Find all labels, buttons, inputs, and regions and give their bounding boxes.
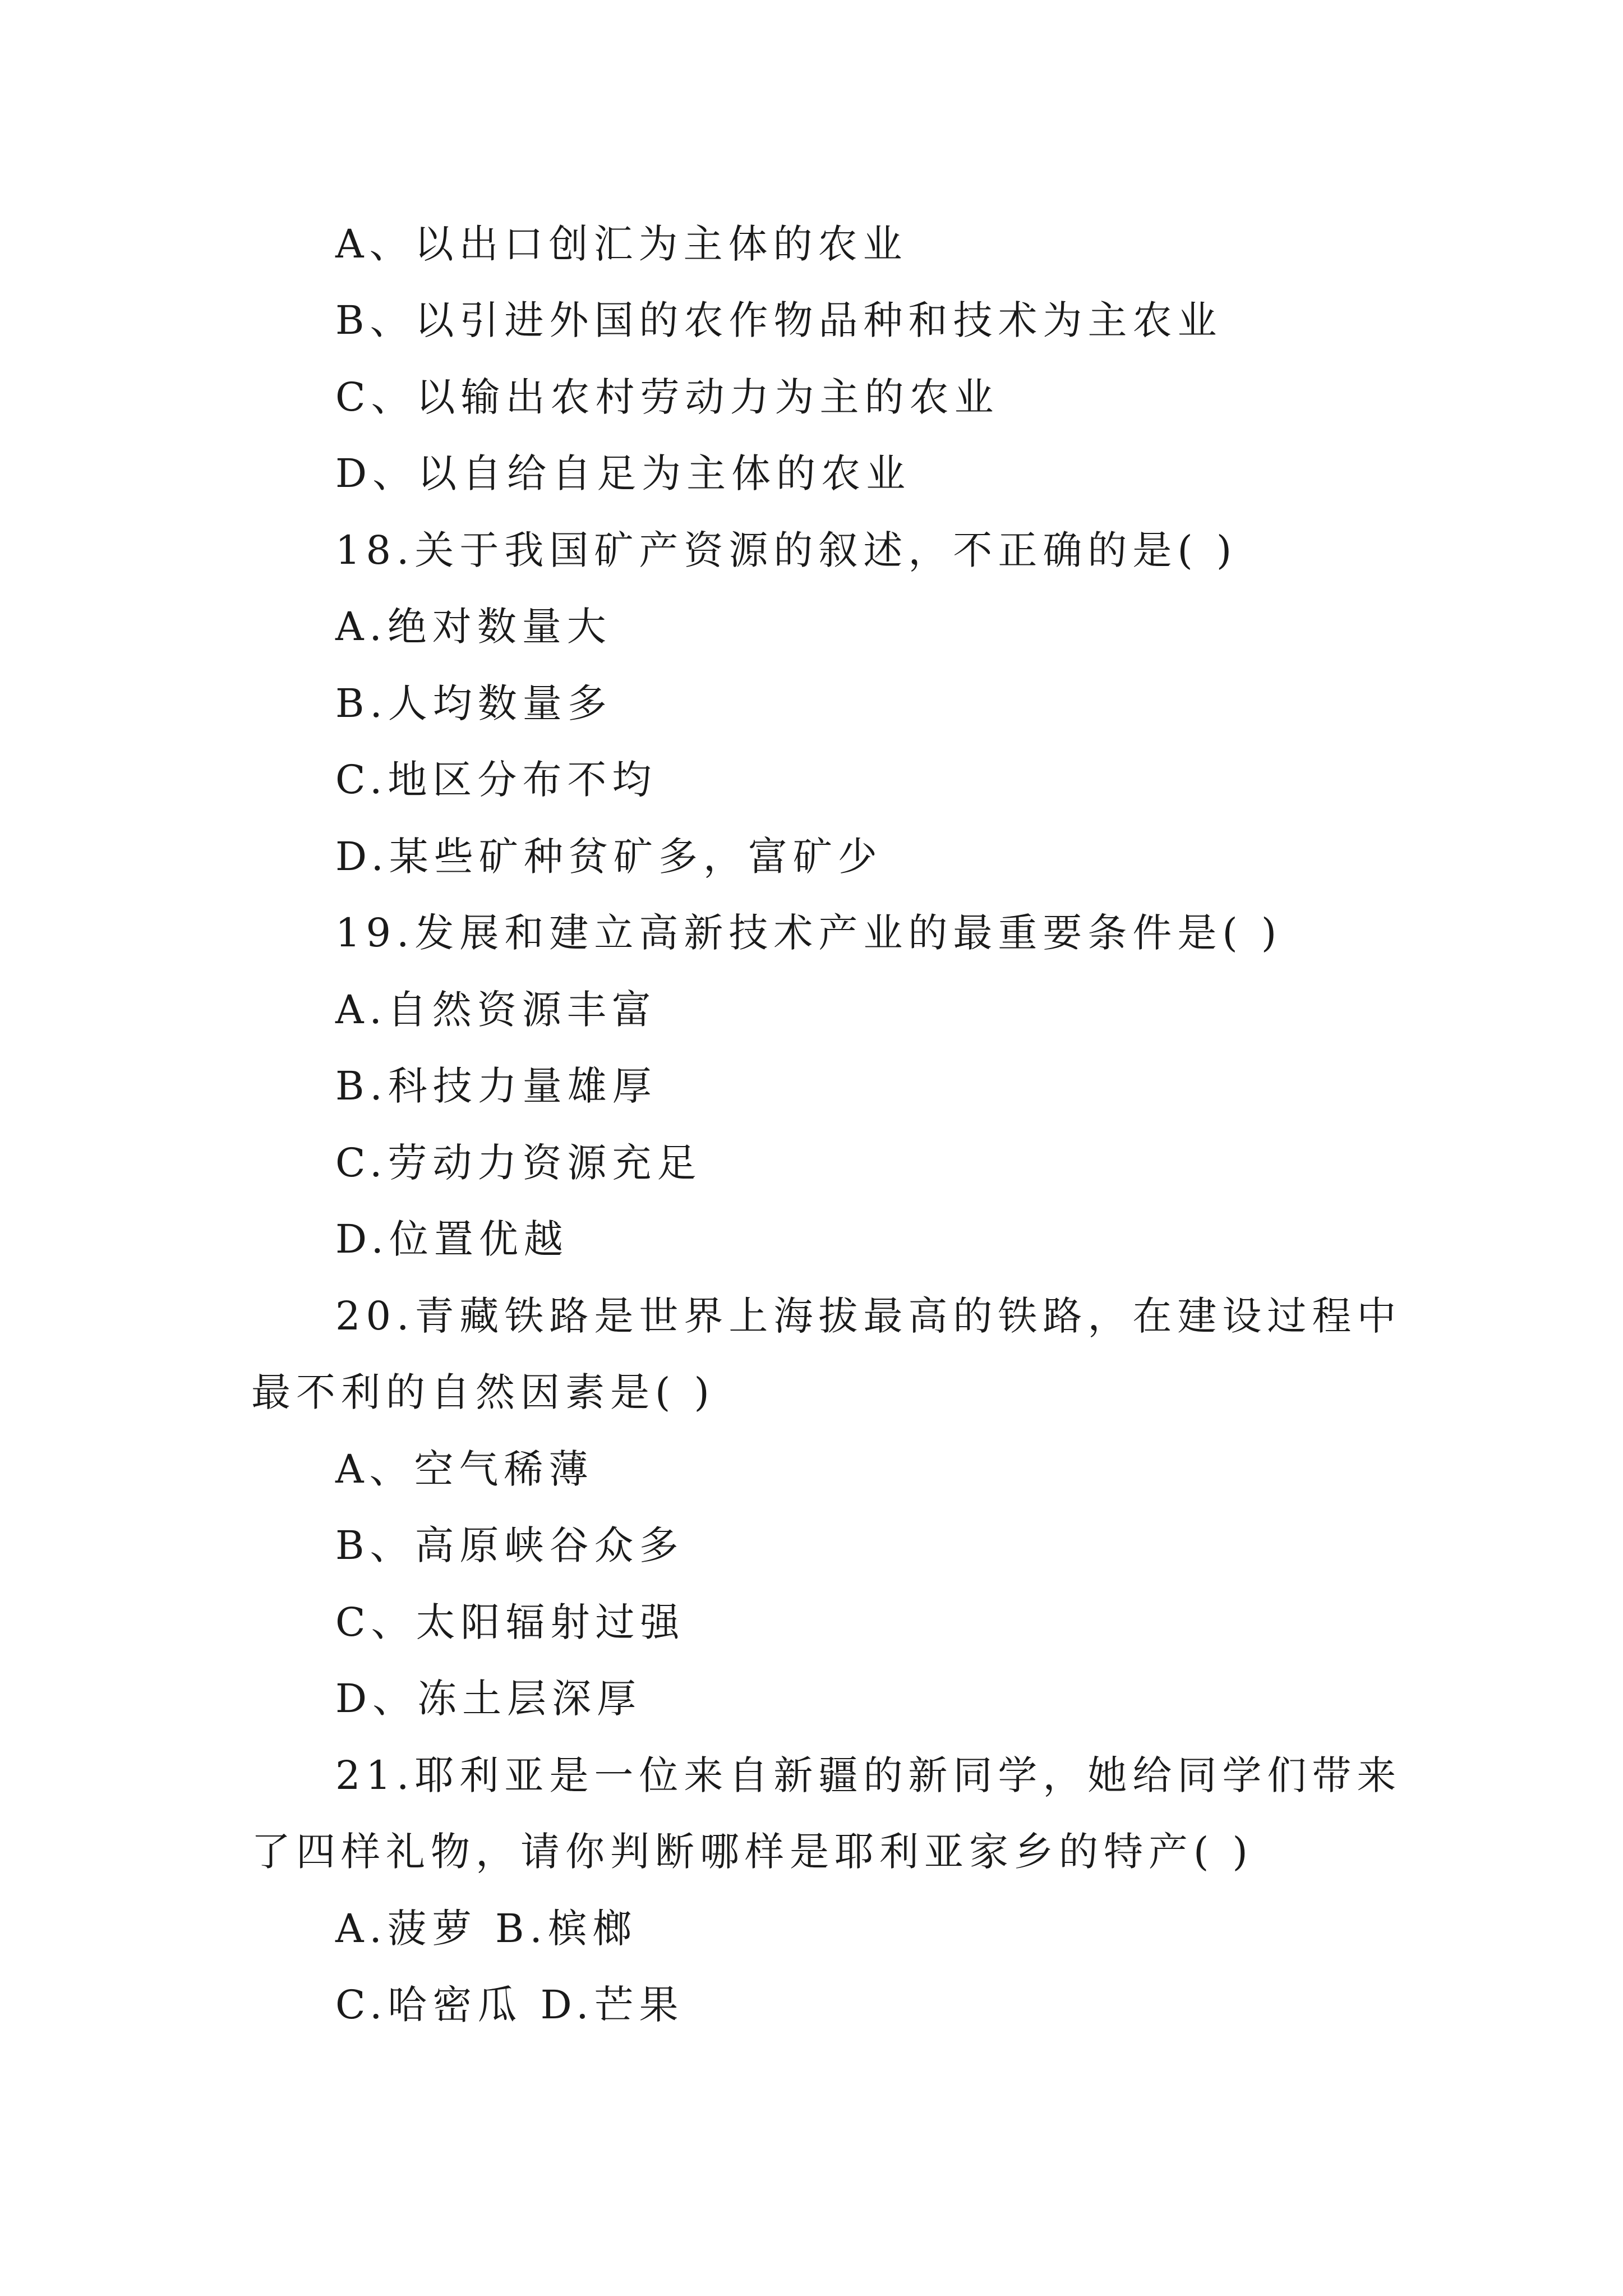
q18-stem: 18.关于我国矿产资源的叙述，不正确的是( ) bbox=[335, 527, 1238, 573]
q17-option-b: B、以引进外国的农作物品种和技术为主农业 bbox=[335, 297, 1223, 343]
q17-option-d: D、以自给自足为主体的农业 bbox=[335, 450, 911, 496]
q20-option-b: B、高原峡谷众多 bbox=[335, 1522, 684, 1568]
q18-option-a: A.绝对数量大 bbox=[335, 604, 612, 650]
q19-option-b: B.科技力量雄厚 bbox=[335, 1063, 657, 1109]
q20-option-c: C、太阳辐射过强 bbox=[335, 1599, 685, 1645]
q18-option-c: C.地区分布不均 bbox=[335, 757, 657, 803]
q19-option-d: D.位置优越 bbox=[335, 1216, 569, 1262]
q21-options-row2: C.哈密瓜 D.芒果 bbox=[335, 1982, 684, 2028]
q18-option-b: B.人均数量多 bbox=[335, 680, 612, 726]
q17-option-a: A、以出口创汇为主体的农业 bbox=[335, 221, 908, 267]
q20-stem-line1: 20.青藏铁路是世界上海拔最高的铁路，在建设过程中 bbox=[335, 1293, 1402, 1339]
q20-option-d: D、冻土层深厚 bbox=[335, 1676, 642, 1722]
q19-option-a: A.自然资源丰富 bbox=[335, 987, 657, 1033]
q19-stem: 19.发展和建立高新技术产业的最重要条件是( ) bbox=[335, 910, 1283, 956]
q20-option-a: A、空气稀薄 bbox=[335, 1446, 594, 1492]
q21-stem-line2: 了四样礼物，请你判断哪样是耶利亚家乡的特产( ) bbox=[251, 1829, 1253, 1875]
q21-stem-line1: 21.耶利亚是一位来自新疆的新同学，她给同学们带来 bbox=[335, 1752, 1402, 1798]
q19-option-c: C.劳动力资源充足 bbox=[335, 1140, 702, 1186]
q20-stem-line2: 最不利的自然因素是( ) bbox=[251, 1369, 715, 1415]
q17-option-c: C、以输出农村劳动力为主的农业 bbox=[335, 374, 999, 420]
q18-option-d: D.某些矿种贫矿多，富矿少 bbox=[335, 834, 883, 880]
q21-options-row1: A.菠萝 B.槟榔 bbox=[335, 1906, 638, 1952]
